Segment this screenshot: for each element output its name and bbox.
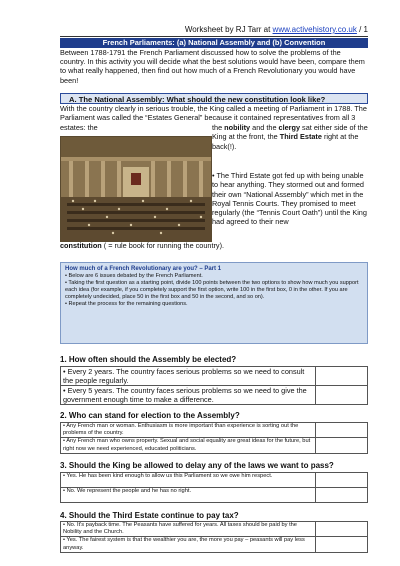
- instruction-line: • Repeat the process for the remaining questions.: [65, 300, 188, 307]
- question-3-options: [60, 472, 368, 503]
- page-header: [60, 24, 368, 37]
- instructions-title: How much of a French Revolutionary are you? – Part 1: [65, 266, 222, 272]
- estates-general-painting: [60, 136, 212, 242]
- question-1-title: 1. How often should the Assembly be elected?: [60, 355, 237, 364]
- option-row: [61, 367, 368, 386]
- points-box[interactable]: [315, 423, 367, 438]
- site-link[interactable]: www.activehistory.co.uk: [272, 25, 357, 34]
- option-row: [61, 438, 368, 453]
- option-text: • Yes. The fairest system is that the wealthier you are, the more you pay – peasants will pay less anyway.: [61, 537, 316, 552]
- option-row: [61, 522, 368, 537]
- worksheet-title: French Parliaments: (a) National Assembly and (b) Convention: [60, 38, 368, 48]
- points-box[interactable]: [315, 522, 367, 537]
- option-row: [61, 488, 368, 503]
- question-2-options: [60, 422, 368, 454]
- option-row: [61, 537, 368, 552]
- header-page-number: / 1: [356, 25, 368, 34]
- word-the: the: [212, 123, 225, 132]
- section-a-paragraph-2: • The Third Estate got fed up with being unable to hear anything. They stormed out and formed their own “National Assembly” which met in the Royal Tennis Courts. They promised to meet regularly (the “Tennis Court Oath”) until the King had agreed to their new: [212, 171, 367, 227]
- question-4-options: [60, 521, 368, 553]
- header-prefix: Worksheet by RJ Tarr at: [184, 25, 273, 34]
- points-box[interactable]: [315, 488, 367, 503]
- third-estate-term: Third Estate: [279, 132, 322, 142]
- estates-general-illustration: [61, 137, 211, 241]
- option-text: • Every 5 years. The country faces serious problems so we need to give the government enough time to make a difference.: [61, 386, 316, 405]
- instructions-box: [60, 262, 368, 344]
- option-text: • Any French man who owns property. Sexual and social equality are great ideas for the future, but right now we need experienced, educated politicians.: [61, 438, 316, 453]
- clergy-term: clergy: [278, 123, 301, 132]
- instruction-line: • Taking the first question as a starting point, divide 100 points between the two options to show how much you support each idea (for example, if you completely support the first option, write 100 in the first box, 0 in the other. If you are completely undecided, place 50 in the first box and 50 in the second, and so on).: [65, 279, 359, 300]
- constitution-term: constitution: [60, 241, 102, 250]
- option-row: [61, 423, 368, 438]
- option-row: [61, 473, 368, 488]
- option-row: [61, 386, 368, 405]
- estates-seating-text: the nobility and the clergy sat either side of the King at the front, the Third Estate right at the back(!).: [212, 123, 368, 151]
- points-box[interactable]: [315, 473, 367, 488]
- instruction-line: • Below are 6 issues debated by the French Parliament.: [65, 272, 203, 279]
- option-text: • Any French man or woman. Enthusiasm is more important than experience is sorting out the problems of the country.: [61, 423, 316, 438]
- option-text: • Yes. He has been kind enough to allow us this Parliament so we owe him respect.: [61, 473, 316, 488]
- points-box[interactable]: [315, 386, 367, 405]
- question-4-title: 4. Should the Third Estate continue to pay tax?: [60, 511, 239, 520]
- nobility-term: nobility: [224, 123, 251, 132]
- option-text: • Every 2 years. The country faces serious problems so we need to consult the people regularly.: [61, 367, 316, 386]
- points-box[interactable]: [315, 367, 367, 386]
- option-text: • No. We represent the people and he has no right.: [61, 488, 316, 503]
- question-2-title: 2. Who can stand for election to the Assembly?: [60, 411, 240, 420]
- intro-paragraph: Between 1788-1791 the French Parliament discussed how to solve the problems of the country. In this activity you will decide what the best solutions would have been, compare them to what really happened, then find out how much of a French Revolutionary you would have been!: [60, 48, 365, 85]
- section-a-heading: A. The National Assembly: What should the new constitution look like?: [60, 93, 368, 104]
- section-a-paragraph-1: With the country clearly in serious trouble, the King called a meeting of Parliament in 1788. The Parliament was called the “Estates General” because it contained representatives from all 3 estates: the: [60, 104, 367, 132]
- question-1-options: [60, 366, 368, 405]
- option-text: • No. It's payback time. The Peasants have suffered for years. All taxes should be paid by the Nobility and the Church.: [61, 522, 316, 537]
- section-a-paragraph-3: constitution ( = rule book for running the country).: [60, 241, 225, 250]
- points-box[interactable]: [315, 438, 367, 453]
- points-box[interactable]: [315, 537, 367, 552]
- question-3-title: 3. Should the King be allowed to delay any of the laws we want to pass?: [60, 461, 334, 470]
